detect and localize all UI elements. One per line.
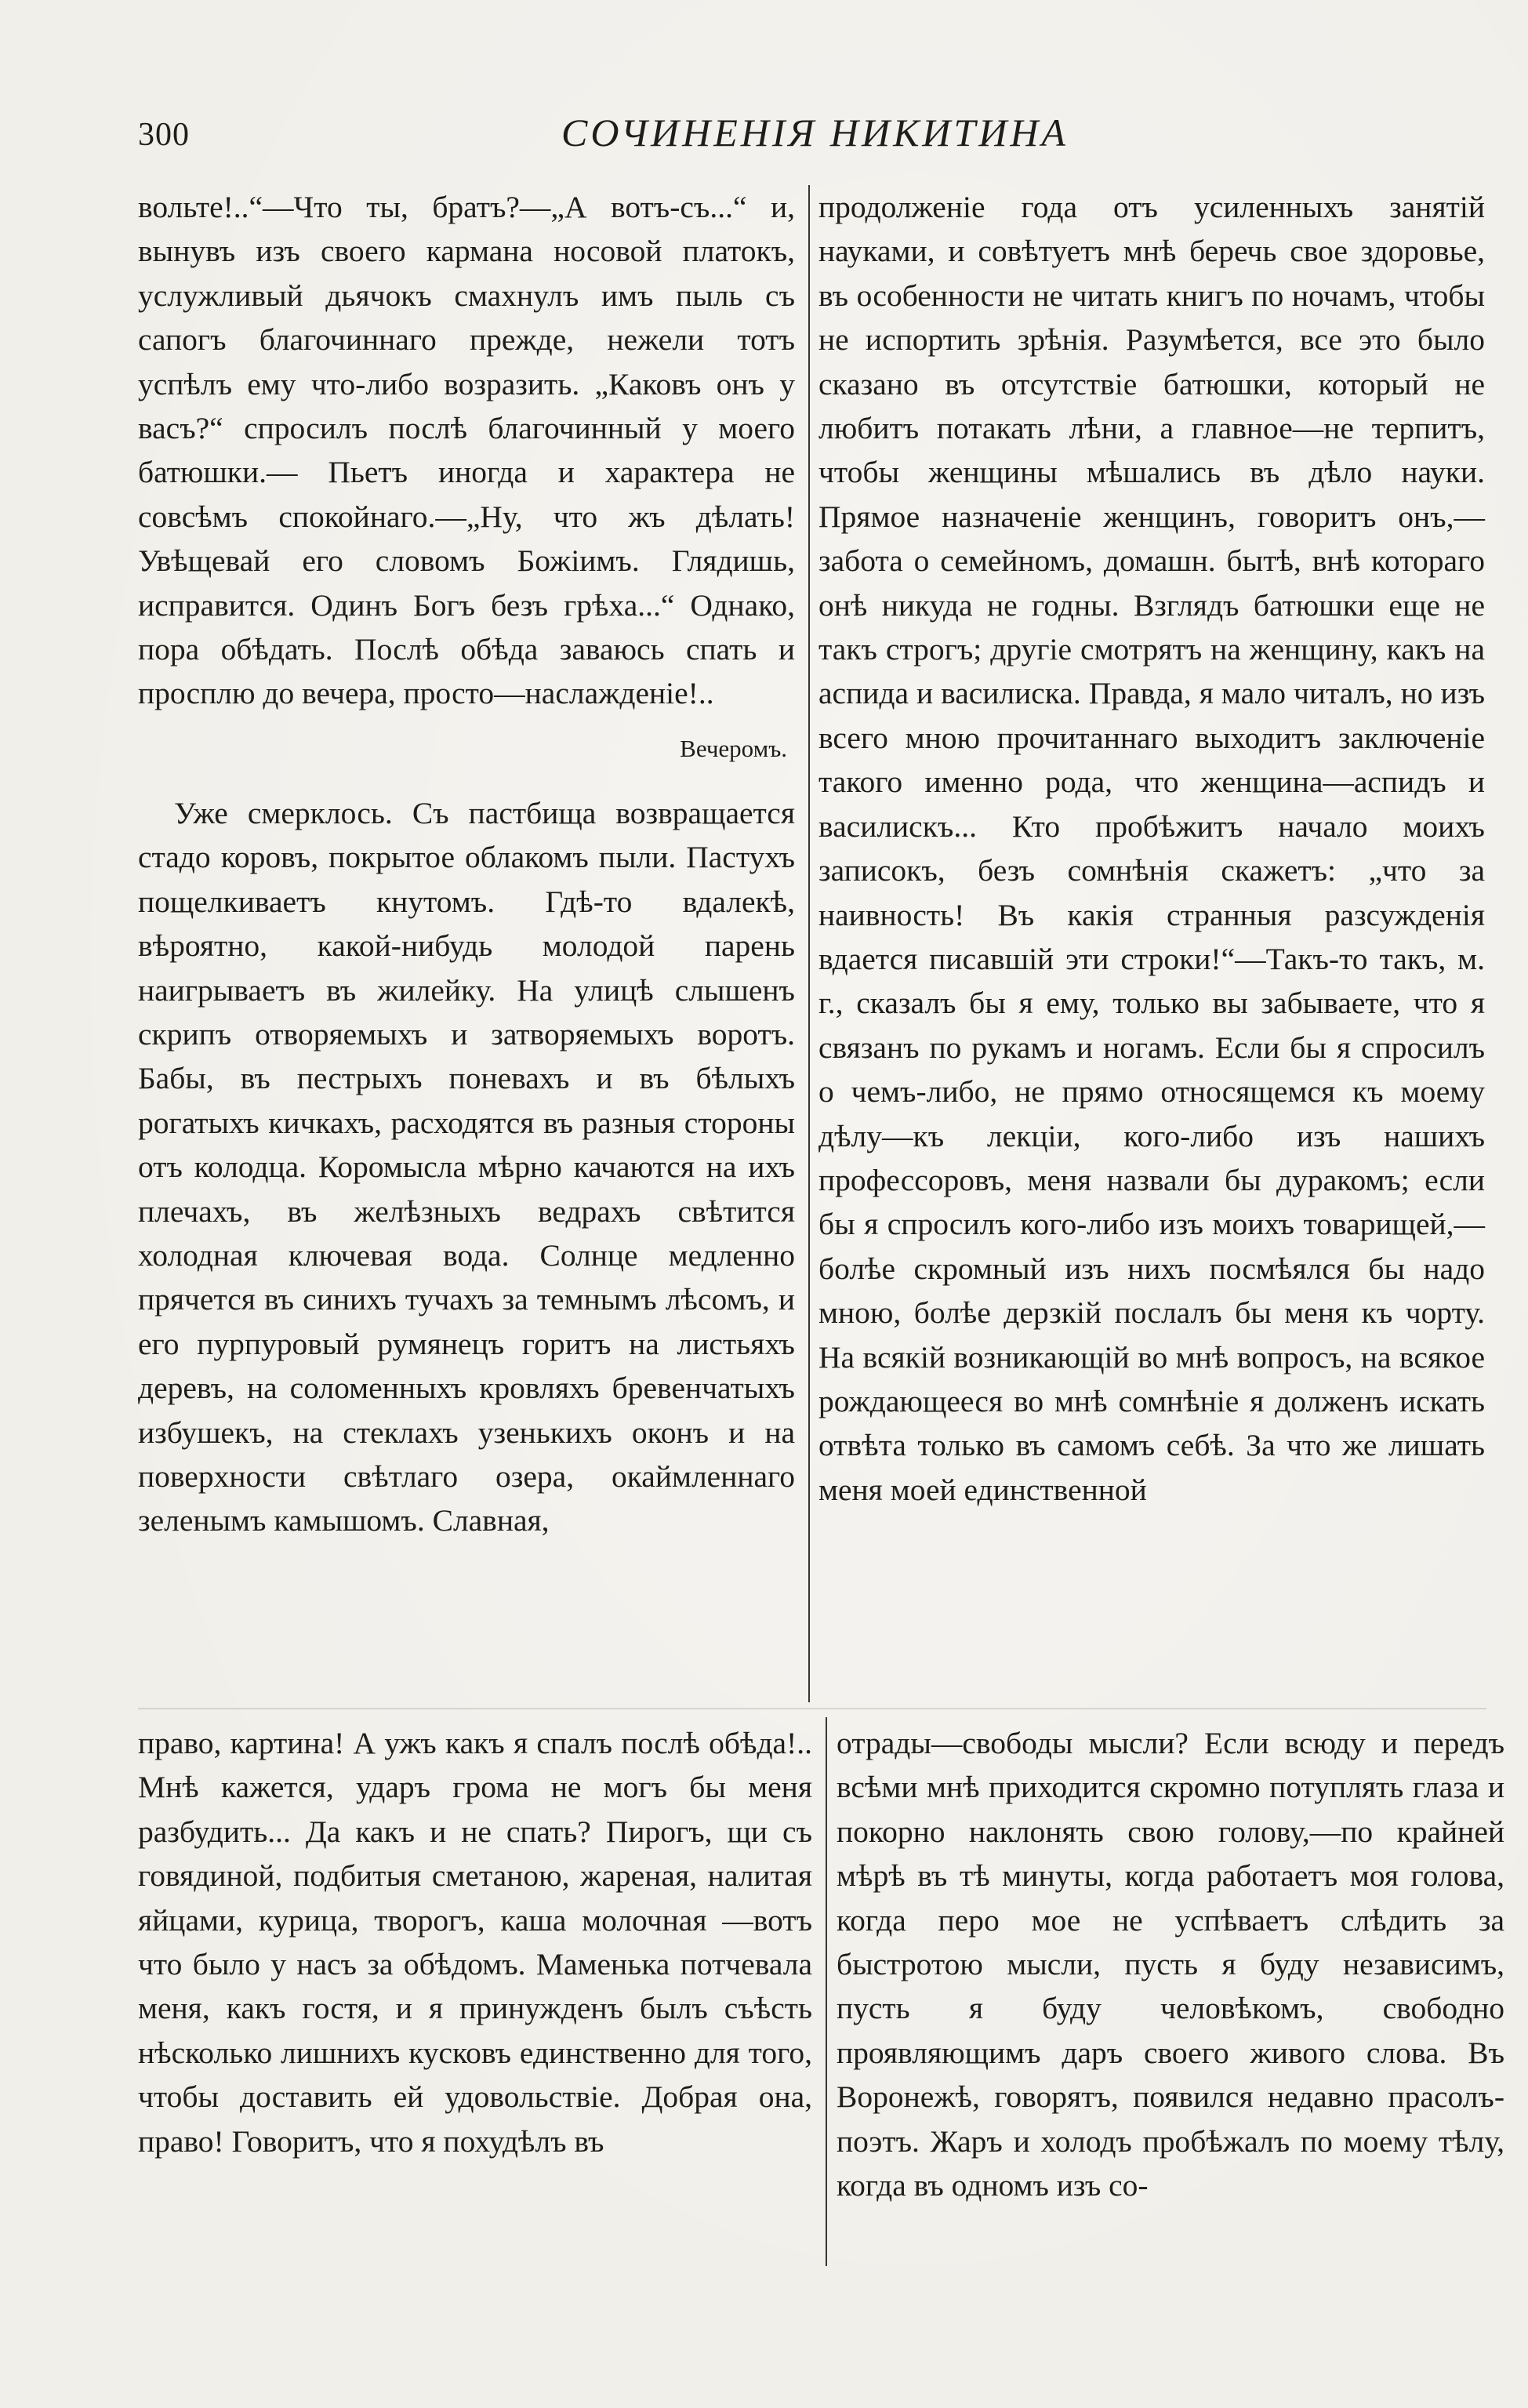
paragraph: право, картина! А ужъ какъ я спалъ послѣ обѣда!.. Мнѣ кажется, ударъ грома не могъ бы меня разбудить... Да какъ и не спать? Пирогъ, щи съ говядиной, подбитыя сметаною, жареная, налитая яйцами, курица, творогъ, каша молочная —вотъ что было у насъ за обѣдомъ. Маменька потчевала меня, какъ гостя, и я принужденъ былъ съѣсть нѣсколько лишнихъ кусковъ единственно для того, чтобы доставить ей удовольствіе. Добрая она, право! Говоритъ, что я похудѣлъ въ	[138, 1726, 812, 2159]
paragraph: отрады—свободы мысли? Если всюду и передъ всѣми мнѣ приходится скромно потуплять глаза и покорно наклонять свою голову,—по крайней мѣрѣ въ тѣ минуты, когда работаетъ моя голова, когда перо мое не успѣваетъ слѣдить за быстротою мысли, пусть я буду независимъ, пусть я буду человѣкомъ, свободно проявляющимъ даръ своего живого слова. Въ Воронежѣ, говорятъ, появился недавно прасолъ-поэтъ. Жаръ и холодъ пробѣжалъ по моему тѣлу, когда въ одномъ изъ со-	[837, 1726, 1504, 2203]
left-column-bottom	[138, 1721, 812, 2163]
column-divider-bottom	[826, 1717, 827, 2266]
running-title: СОЧИНЕНІЯ НИКИТИНА	[561, 111, 1069, 154]
left-column-top	[138, 185, 795, 1543]
page-header	[138, 110, 1486, 173]
column-divider-top	[808, 185, 810, 1702]
page-overlap-seam	[138, 1708, 1486, 1709]
paragraph: Уже смерклось. Съ пастбища возвращается стадо коровъ, покрытое облакомъ пыли. Пастухъ пощелкиваетъ кнутомъ. Гдѣ-то вдалекѣ, вѣроятно, какой-нибудь молодой парень наигрываетъ въ жилейку. На улицѣ слышенъ скрипъ отворяемыхъ и затворяемыхъ воротъ. Бабы, въ пестрыхъ поневахъ и въ бѣлыхъ рогатыхъ кичкахъ, расходятся въ разныя стороны отъ колодца. Коромысла мѣрно качаются на ихъ плечахъ, въ желѣзныхъ ведрахъ свѣтится холодная ключевая вода. Солнце медленно прячется въ синихъ тучахъ за темнымъ лѣсомъ, и его пурпуровый румянецъ горитъ на листьяхъ деревъ, на соломенныхъ кровляхъ бревенчатыхъ избушекъ, на стеклахъ узенькихъ оконъ и на поверхности свѣтлаго озера, окаймленнаго зеленымъ камышомъ. Славная,	[138, 795, 795, 1538]
right-column-top	[818, 185, 1485, 1512]
right-column-bottom	[837, 1721, 1504, 2207]
page-number: 300	[138, 117, 190, 153]
paragraph: продолженіе года отъ усиленныхъ занятій науками, и совѣтуетъ мнѣ беречь свое здоровье, въ особенности не читать книгъ по ночамъ, чтобы не испортить зрѣнія. Разумѣется, все это было сказано въ отсутствіе батюшки, который не любитъ потакать лѣни, а главное—не терпитъ, чтобы женщины мѣшались въ дѣло науки. Прямое назначеніе женщинъ, говоритъ онъ,—забота о семейномъ, домашн. бытѣ, внѣ котораго онѣ никуда не годны. Взглядъ батюшки еще не такъ строгъ; другіе смотрятъ на женщину, какъ на аспида и василиска. Правда, я мало читалъ, но изъ всего мною прочитаннаго выходитъ заключеніе такого именно рода, что женщина—аспидъ и василискъ... Кто пробѣжитъ начало моихъ записокъ, безъ сомнѣнія скажетъ: „что за наивность! Въ какія странныя разсужденія вдается писавшій эти строки!“—Такъ-то такъ, м. г., сказалъ бы я ему, только вы забываете, что я связанъ по рукамъ и ногамъ. Если бы я спросилъ о чемъ-либо, не прямо относящемся къ моему дѣлу—къ лекціи, кого-либо изъ нашихъ профессоровъ, меня назвали бы дуракомъ; если бы я спросилъ кого-либо изъ моихъ товарищей,—болѣе скромный изъ нихъ посмѣялся бы надо мною, болѣе дерзкій послалъ бы меня къ чорту. На всякій возникающій во мнѣ вопросъ, на всякое рождающееся во мнѣ сомнѣніе я долженъ искать отвѣта только въ самомъ себѣ. За что же лишать меня моей единственной	[818, 190, 1485, 1507]
section-subheading: Вечеромъ.	[680, 734, 787, 762]
paragraph: вольте!..“—Что ты, братъ?—„А вотъ-съ...“ и, вынувъ изъ своего кармана носовой платокъ, услужливый дьячокъ смахнулъ имъ пыль съ сапогъ благочиннаго прежде, нежели тотъ успѣлъ ему что-либо возразить. „Каковъ онъ у васъ?“ спросилъ послѣ благочинный у моего батюшки.— Пьетъ иногда и характера не совсѣмъ спокойнаго.—„Ну, что жъ дѣлать! Увѣщевай его словомъ Божіимъ. Глядишь, исправится. Одинъ Богъ безъ грѣха...“ Однако, пора обѣдать. Послѣ обѣда заваюсь спать и просплю до вечера, просто—наслажденіе!..	[138, 190, 795, 711]
